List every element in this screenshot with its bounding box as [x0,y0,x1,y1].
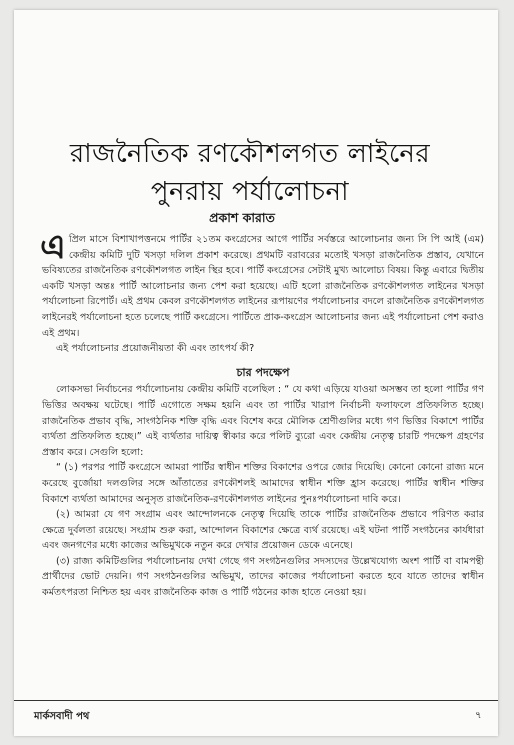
section-paragraph: লোকসভা নির্বাচনের পর্যালোচনায় কেন্দ্রীয় কমিটি বলেছিল : “ যে কথা এড়িয়ে যাওয়া অসম্ভব তা হলো পার্টির গণ ভিত্তির অবক্ষয় ঘটেছে। পার্টি এগোতে সক্ষম হয়নি এবং তা পার্টির খারাপ নির্বাচনী ফলাফলে প্রতিফলিত হচ্ছে। রাজনৈতিক প্রভাব বৃদ্ধি, সাংগঠনিক শক্তি বৃদ্ধি এবং বিশেষ করে মৌলিক শ্রেণীগুলির মধ্যে গণ ভিত্তির বিকাশে পার্টির ব্যর্থতা প্রতিফলিত হচ্ছে।” এই ব্যর্থতার দায়িত্ব স্বীকার করে পলিট ব্যুরো এবং কেন্দ্রীয় নেতৃত্ব চারটি পদক্ষেপ গ্রহণের প্রস্তাব করে। সেগুলি হলো: [42,384,484,458]
page-number: ৭ [475,710,482,721]
intro-question: এই পর্যালোচনার প্রয়োজনীয়তা কী এবং তাৎপর্য কী? [56,343,255,355]
point-1: “ (১) পরপর পার্টি কংগ্রেসে আমরা পার্টির স্বাধীন শক্তির বিকাশের ওপরে জোর দিয়েছি। কোনো কোনো রাজ্য মনে করেছে বুর্জোয়া দলগুলির সঙ্গে আঁতাতের রণকৌশলই আমাদের স্বাধীন শক্তি হ্রাস করেছে। পার্টির স্বাধীন শক্তির বিকাশে ব্যর্থতা আমাদের অনুসৃত রাজনৈতিক-রণকৌশলগত লাইনের পুনঃপর্যালোচনা দাবি করে। [42,462,484,505]
point-3: (৩) রাজ্য কমিটিগুলির পর্যালোচনায় দেখা গেছে গণ সংগঠনগুলির সদস্যদের উল্লেখযোগ্য অংশ পার্টি বা বামপন্থী প্রার্থীদের ভোট দেয়নি। গণ সংগঠনগুলির অভিমুখ, তাদের কাজের পর্যালোচনা করতে হবে যাতে তাদের স্বাধীন কর্মতৎপরতা নিশ্চিত হয় এবং রাজনৈতিক কাজ ও পার্টি গঠনের কাজ হাতে নেওয়া হয়। [42,555,484,599]
point-2: (২) আমরা যে গণ সংগ্রাম এবং আন্দোলনকে নেতৃত্ব দিয়েছি তাকে পার্টির রাজনৈতিক প্রভাবে পরিণত করার ক্ষেত্রে দুর্বলতা রয়েছে। সংগ্রাম শুরু করা, আন্দোলন বিকাশের ক্ষেত্রে ব্যর্থ রয়েছে। এই ঘটনা পার্টি সংগঠনের কার্যধারা এবং জনগণের মধ্যে কাজের অভিমুখকে নতুন করে দেখার প্রয়োজন ডেকে এনেছে। [42,509,484,552]
intro-text: প্রিল মাসে বিশাখাপত্তনমে পার্টির ২১তম কংগ্রেসের আগে পার্টির সর্বস্তরে আলোচনার জন্য সি পি আই (এম) কেন্দ্রীয় কমিটি দুটি খসড়া দলিল প্রকাশ করেছে। প্রথমটি বরাবরের মতোই খসড়া রাজনৈতিক প্রস্তাব, যেখানে ভবিষ্যতের রাজনৈতিক রণকৌশলগত লাইন স্থির হবে। পার্টি কংগ্রেসের সেটাই মুখ্য আলোচ্য বিষয়। কিন্তু এবারে দ্বিতীয় একটি খসড়া অন্তঃ পার্টি আলোচনার জন্য পেশ করা হয়েছে। এটি হলো রাজনৈতিক রণকৌশলগত লাইনের খসড়া পর্যালোচনা রিপোর্ট। এই প্রথম কেবল রণকৌশলগত লাইনের রূপায়ণের পর্যালোচনার বদলে রাজনৈতিক রণকৌশলগত লাইনেরই পর্যালোচনা হতে চলেছে পার্টি কংগ্রেসে। পার্টিতে প্রাক-কংগ্রেস আলোচনার জন্য এই পর্যালোচনা পেশ করাও এই প্রথম। [42,234,484,339]
footer-divider [14,700,498,701]
intro-paragraph [40,227,484,341]
publication-name: মার্কসবাদী পথ [34,711,90,722]
author-name: প্রকাশ কারাত [209,210,275,225]
article-body [40,227,484,601]
drop-cap: এ [40,227,66,267]
section-heading: চার পদক্ষেপ [236,365,290,379]
article-title: রাজনৈতিক রণকৌশলগত লাইনের পুনরায় পর্যালোচনা [69,139,431,208]
